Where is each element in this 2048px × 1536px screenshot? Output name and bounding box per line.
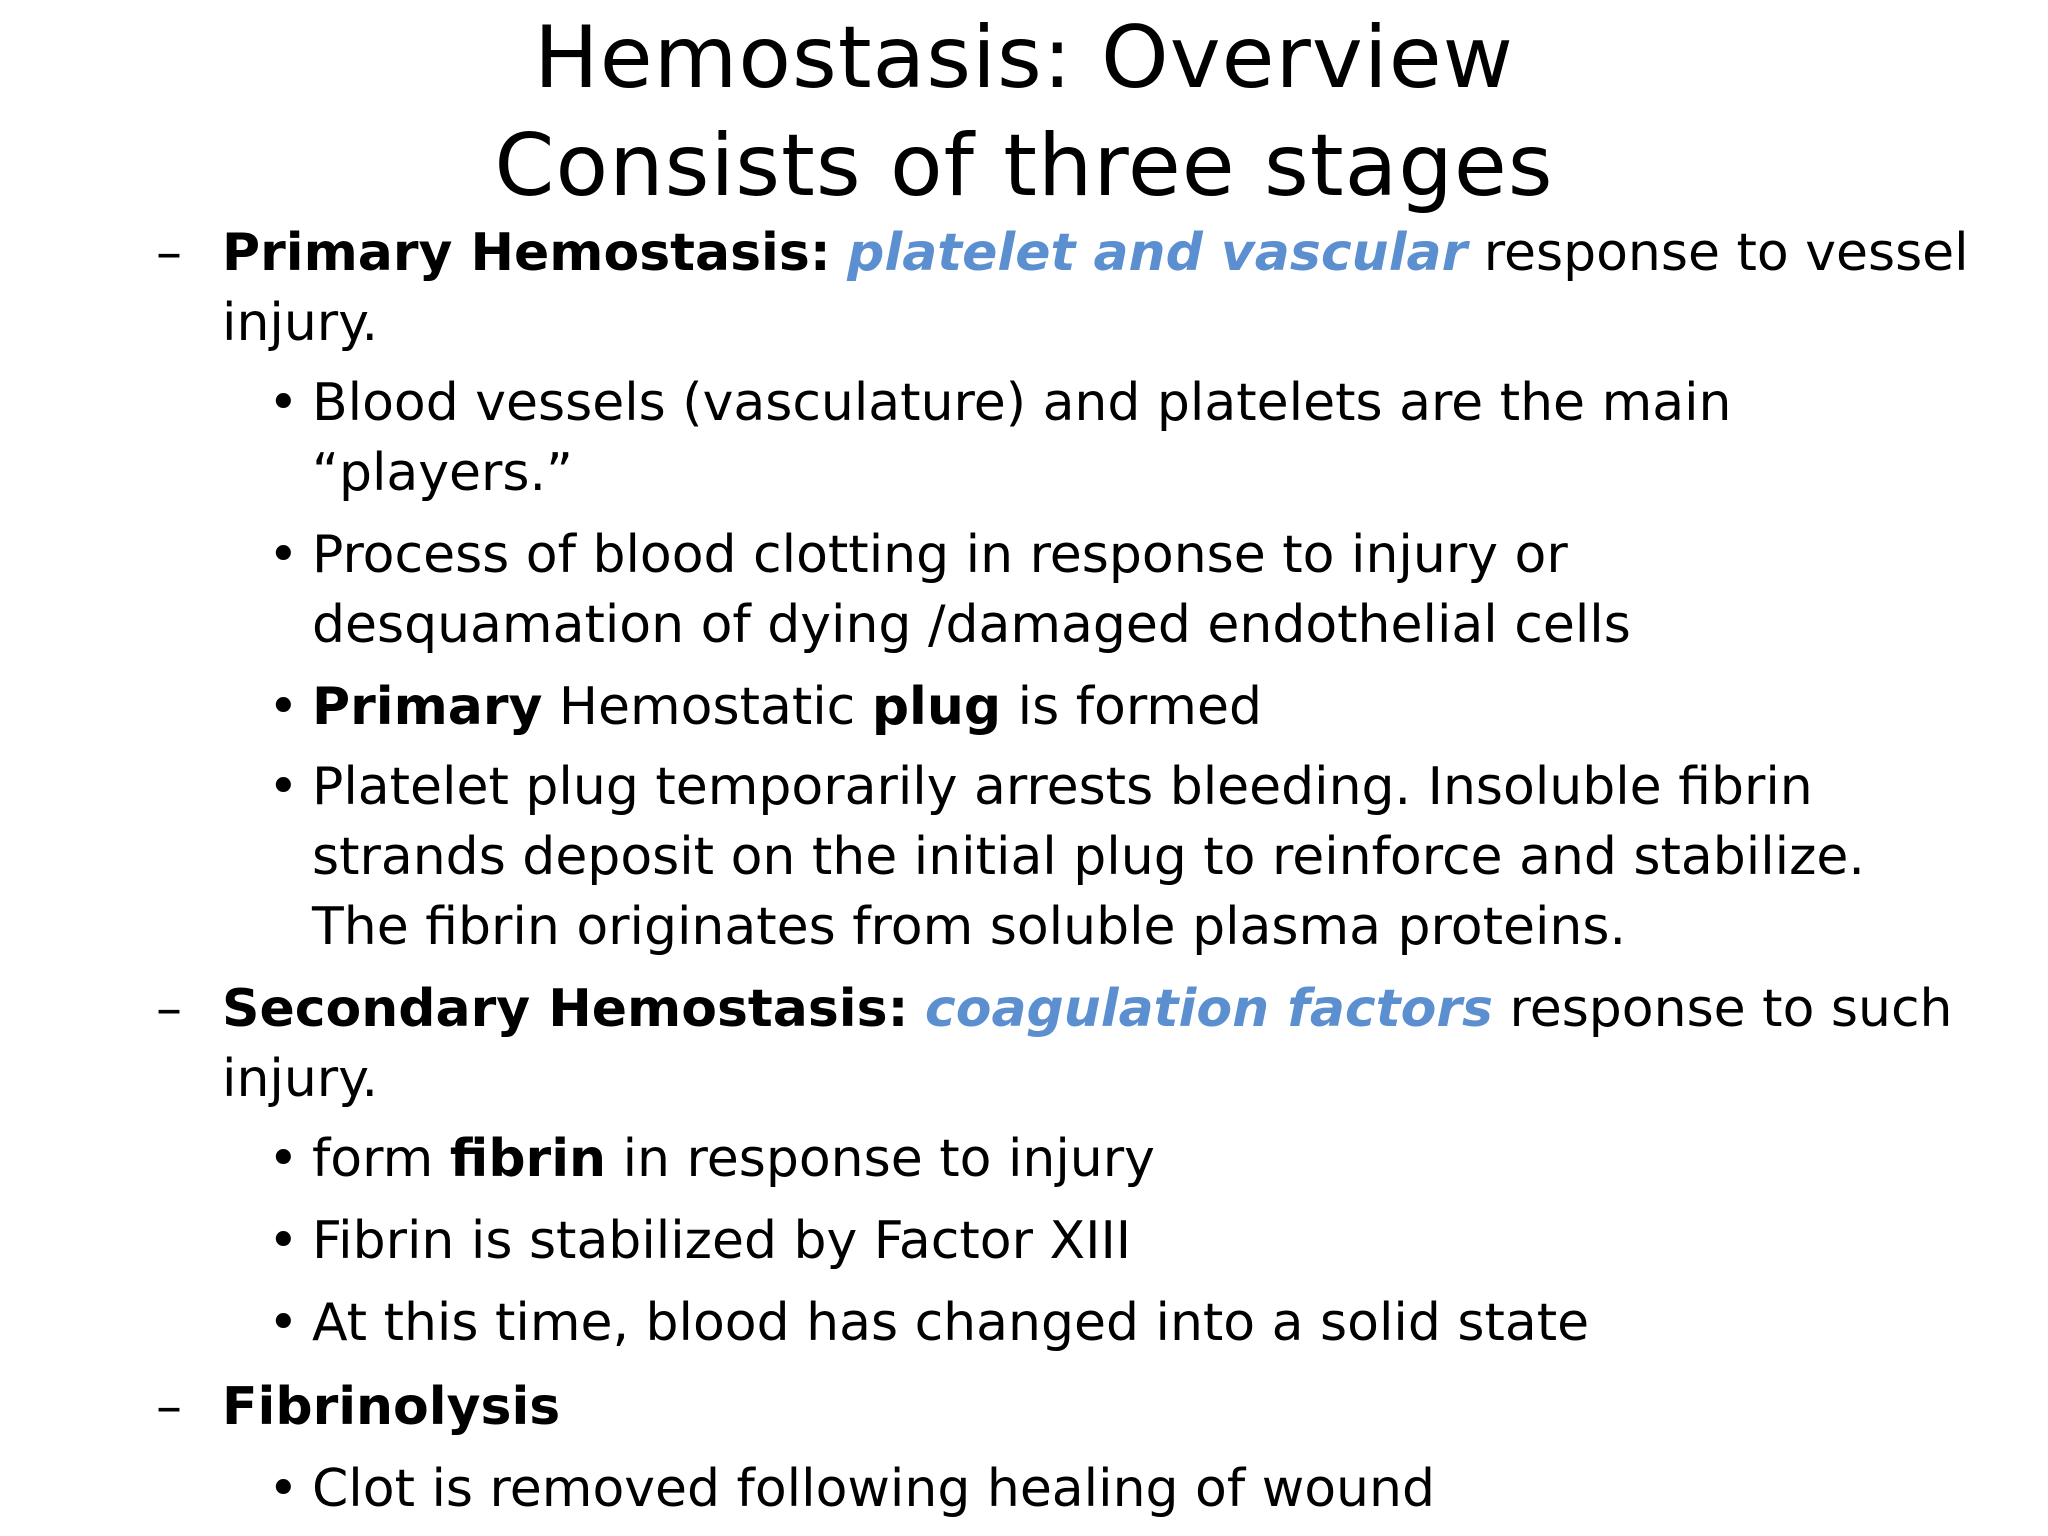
secondary-bullet-3-text: At this time, blood has changed into a solid state xyxy=(312,1293,1590,1353)
secondary-hemostasis-item xyxy=(156,974,1953,1114)
fibrinolysis-bullet-1 xyxy=(268,1454,1435,1524)
primary-bullet-4-line-3: The fibrin originates from soluble plasma proteins. xyxy=(312,897,1626,957)
primary-bullet-1-line-2: “players.” xyxy=(312,443,573,503)
primary-bullet-2-line-2: desquamation of dying /damaged endothelial cells xyxy=(312,595,1631,655)
secondary-bullet-1-post: in response to injury xyxy=(606,1129,1155,1189)
bullet-marker: • xyxy=(268,1459,299,1519)
secondary-bullet-1 xyxy=(268,1124,1155,1194)
bullet-marker: • xyxy=(268,757,299,817)
primary-bullet-4-line-2: strands deposit on the initial plug to reinforce and stabilize. xyxy=(312,827,1865,887)
title-line-2: Consists of three stages xyxy=(494,116,1554,216)
secondary-accent: coagulation factors xyxy=(924,979,1493,1039)
primary-bullet-1 xyxy=(268,368,1732,508)
secondary-bullet-2 xyxy=(268,1206,1132,1276)
secondary-bullet-1-pre: form xyxy=(312,1129,450,1189)
bullet-marker: • xyxy=(268,677,299,737)
secondary-line-2: injury. xyxy=(222,1049,379,1109)
bullet-marker: • xyxy=(268,525,299,585)
primary-bullet-4 xyxy=(268,752,1865,962)
primary-bullet-3-bold-1: Primary xyxy=(312,677,543,737)
bullet-marker: • xyxy=(268,1129,299,1189)
primary-rest: response to vessel xyxy=(1467,223,1969,283)
primary-bullet-3 xyxy=(268,672,1262,742)
fibrinolysis-item xyxy=(156,1372,561,1442)
primary-bullet-2 xyxy=(268,520,1631,660)
secondary-bullet-1-bold: fibrin xyxy=(449,1129,607,1189)
primary-bullet-3-end: is formed xyxy=(1001,677,1262,737)
primary-bullet-2-line-1: Process of blood clotting in response to injury or xyxy=(312,525,1568,585)
dash-marker: – xyxy=(156,223,182,283)
title-line-1: Hemostasis: Overview xyxy=(534,8,1514,108)
primary-line-1 xyxy=(222,218,1969,288)
primary-hemostasis-item xyxy=(156,218,1969,358)
bullet-marker: • xyxy=(268,1211,299,1271)
primary-label: Primary Hemostasis: xyxy=(222,223,831,283)
secondary-bullet-3 xyxy=(268,1288,1590,1358)
bullet-marker: • xyxy=(268,1293,299,1353)
primary-bullet-1-line-1: Blood vessels (vasculature) and platelets are the main xyxy=(312,373,1732,433)
bullet-marker: • xyxy=(268,373,299,433)
primary-line-2: injury. xyxy=(222,293,379,353)
primary-bullet-4-line-1: Platelet plug temporarily arrests bleeding. Insoluble fibrin xyxy=(312,757,1813,817)
fibrinolysis-label: Fibrinolysis xyxy=(222,1377,561,1437)
fibrinolysis-bullet-1-text: Clot is removed following healing of wound xyxy=(312,1459,1435,1519)
dash-marker: – xyxy=(156,1377,182,1437)
secondary-label: Secondary Hemostasis: xyxy=(222,979,909,1039)
primary-accent: platelet and vascular xyxy=(847,223,1468,283)
primary-bullet-3-bold-2: plug xyxy=(871,677,1002,737)
dash-marker: – xyxy=(156,979,182,1039)
secondary-rest: response to such xyxy=(1492,979,1953,1039)
secondary-line-1 xyxy=(222,974,1953,1044)
primary-bullet-3-mid: Hemostatic xyxy=(542,677,872,737)
secondary-bullet-2-text: Fibrin is stabilized by Factor XIII xyxy=(312,1211,1132,1271)
